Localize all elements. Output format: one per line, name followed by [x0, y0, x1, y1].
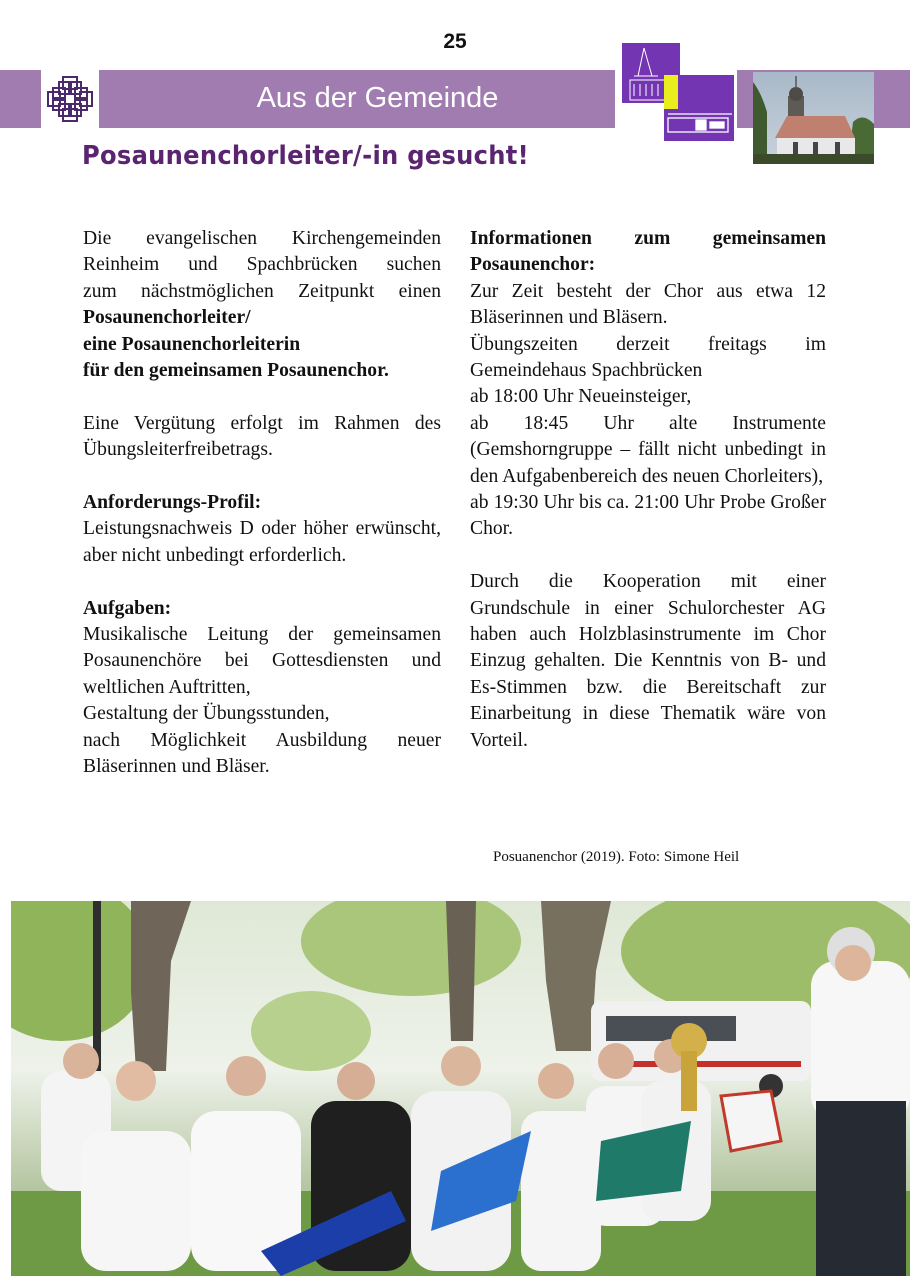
intro-line: Reinheim und Spachbrücken suchen: [83, 254, 441, 276]
position-title-line: für den gemeinsamen Posaunenchor.: [83, 360, 389, 382]
members-text: Zur Zeit besteht der Chor aus etwa 12 Bläserinnen und Bläsern.: [470, 280, 826, 329]
intro-line: Die evangelischen Kirchengemeinden: [83, 228, 441, 249]
rehearsal-intro: Übungszeiten derzeit freitags im Gemeindehaus Spachbrücken: [470, 333, 826, 382]
left-column: [83, 226, 441, 780]
church-cross-logo-icon: [41, 70, 99, 128]
task-item: nach Möglichkeit Ausbildung neuer Bläserinnen und Bläser.: [83, 729, 441, 778]
task-item: Gestaltung der Übungsstunden,: [83, 703, 330, 725]
schedule-item: ab 18:45 Uhr alte Instrumente (Gemshorngruppe – fällt nicht unbedingt in den Aufgabenbereich des neuen Chorleiters),: [470, 412, 826, 487]
info-heading: Informationen zum gemeinsamen Posaunenchor:: [470, 228, 826, 276]
cooperation-text: Durch die Kooperation mit einer Grundschule in einer Schulorchester AG haben auch Holzblasinstrumente im Chor Einzug gehalten. Die Kenntnis von B- und Es-Stimmen bzw. die Bereitschaft zur Einarbeitung in diese Thematik wäre von Vorteil.: [470, 571, 826, 751]
position-title-line: Posaunenchorleiter/: [83, 307, 251, 329]
tasks-heading: Aufgaben:: [83, 597, 172, 619]
profile-text: Leistungsnachweis D oder höher erwünscht, aber nicht unbedingt erforderlich.: [83, 518, 441, 566]
profile-heading: Anforderungs-Profil:: [83, 492, 262, 514]
schedule-item: ab 18:00 Uhr Neueinsteiger,: [470, 386, 692, 408]
article-headline: Posaunenchorleiter/-in gesucht!: [82, 141, 529, 171]
position-title-line: eine Posaunenchorleiterin: [83, 333, 301, 355]
payment-text: Eine Vergütung erfolgt im Rahmen des Übungsleiterfreibetrags.: [83, 412, 441, 461]
right-column: [470, 226, 826, 754]
schedule-item: ab 19:30 Uhr bis ca. 21:00 Uhr Probe Großer Chor.: [470, 492, 826, 540]
page-number: 25: [443, 30, 467, 53]
church-drawing-image: [620, 40, 735, 142]
intro-line: zum nächstmöglichen Zeitpunkt einen: [83, 280, 441, 302]
section-title: Aus der Gemeinde: [256, 82, 499, 114]
photo-caption: Posuanenchor (2019). Foto: Simone Heil: [493, 849, 740, 865]
task-item: Musikalische Leitung der gemeinsamen Posaunenchöre bei Gottesdiensten und weltlichen Auftritten,: [83, 624, 441, 698]
brass-band-outdoor-photo: [11, 901, 910, 1276]
village-church-photo: [753, 72, 874, 164]
